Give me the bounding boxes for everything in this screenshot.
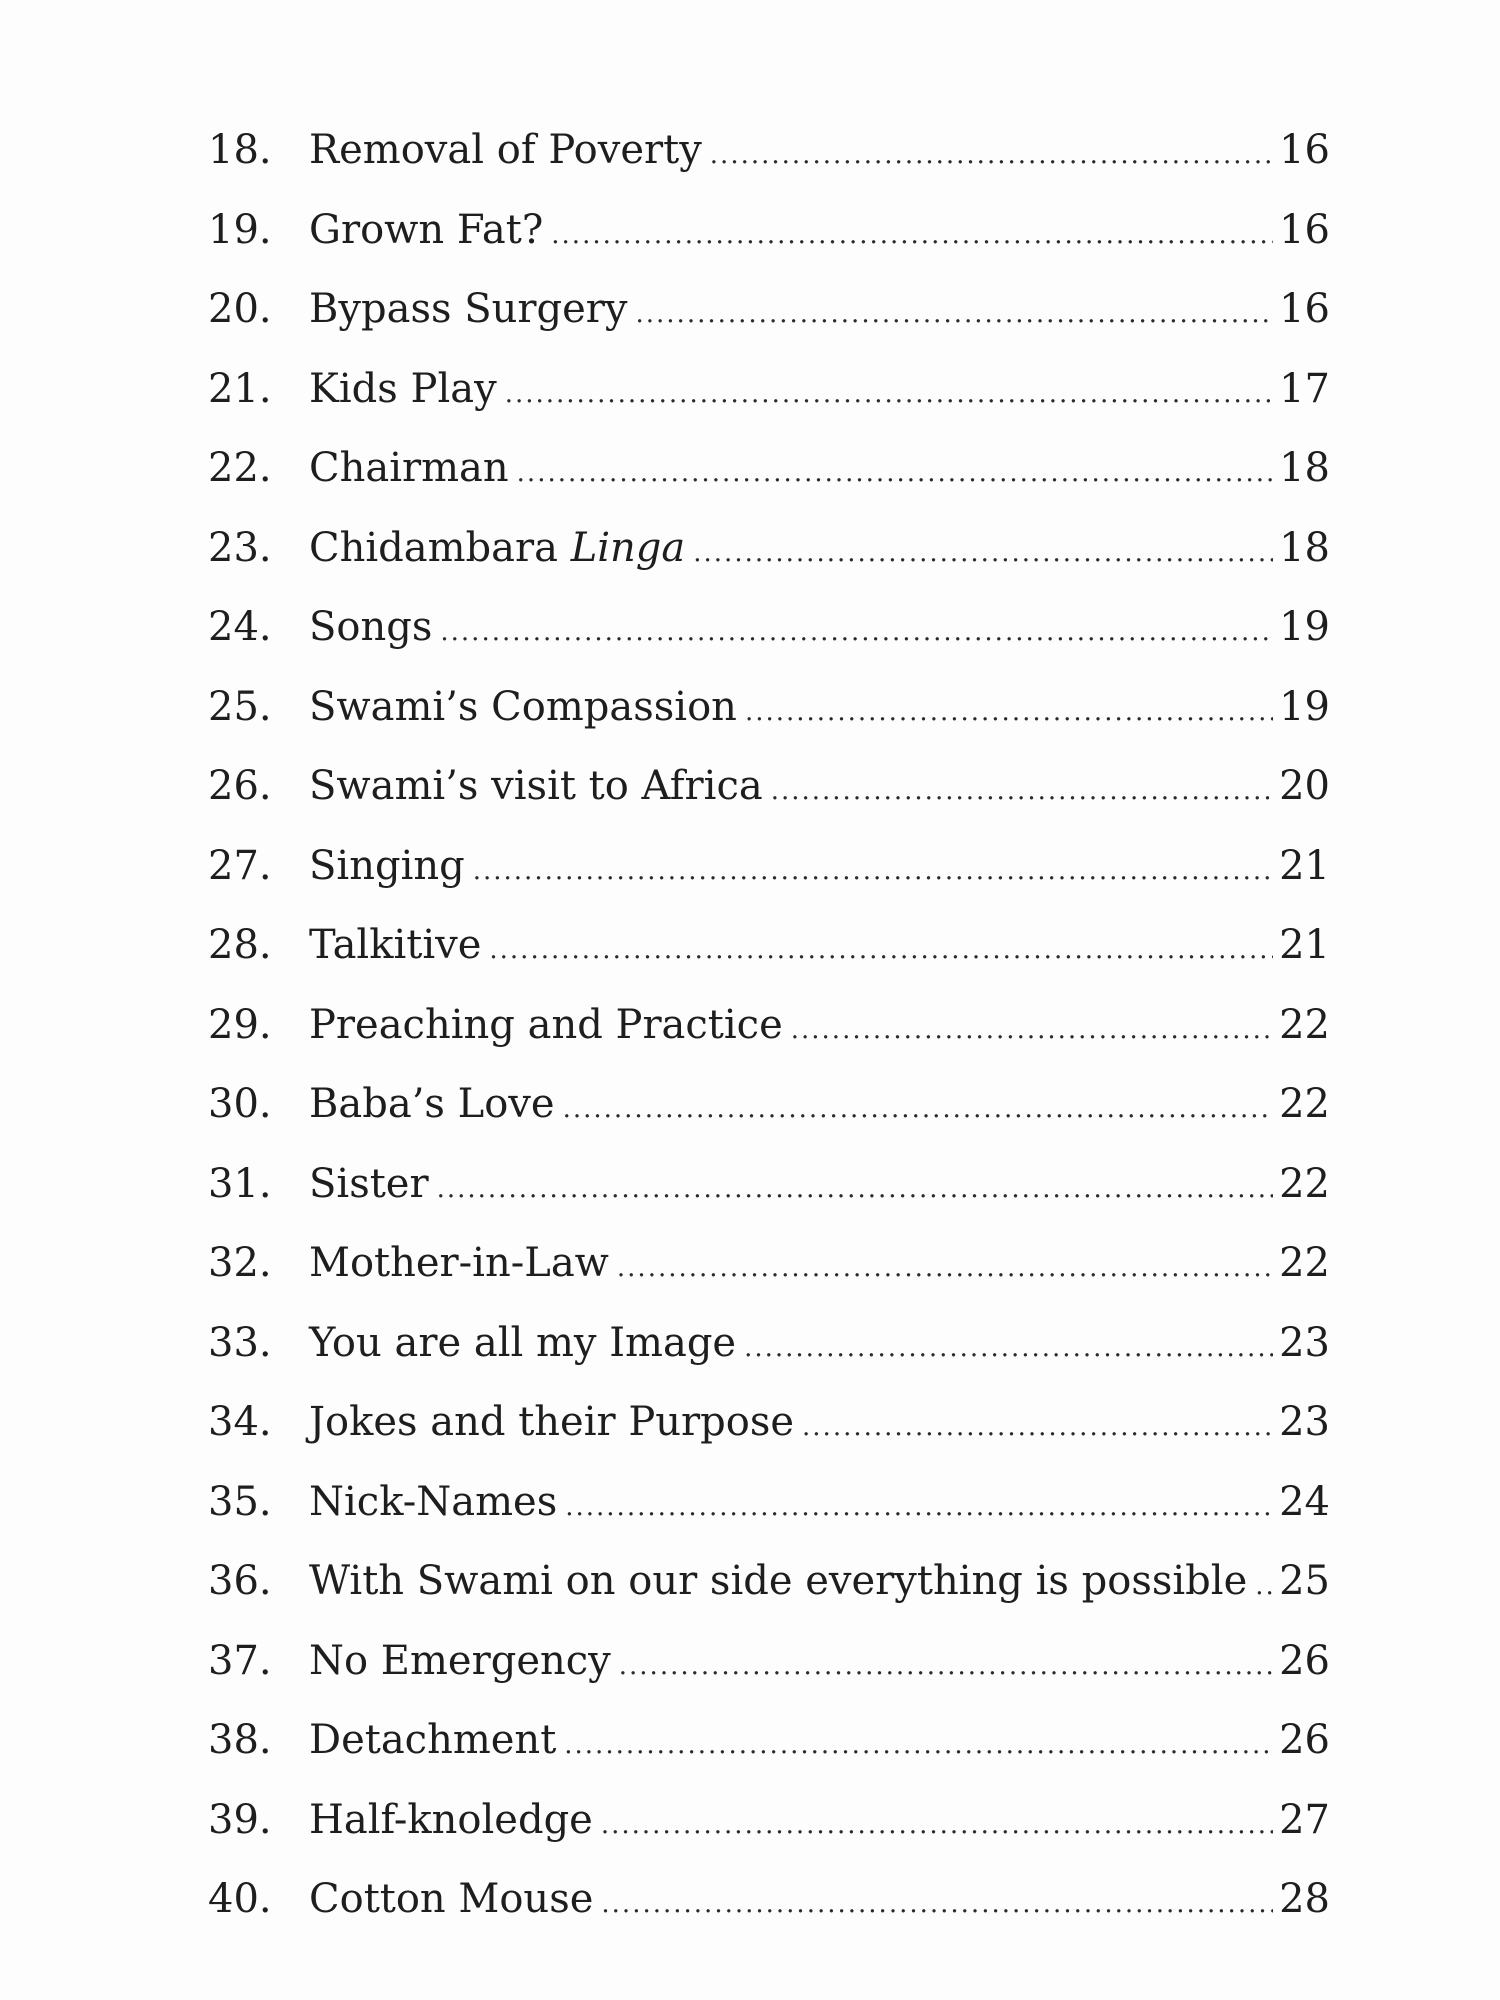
toc-entry-title-text: Swami’s Compassion [309,683,737,730]
dot-leader [437,1176,1274,1202]
toc-entry-number: 26. [208,763,272,809]
toc-entry-title [309,1081,563,1127]
dot-leader [601,1812,1273,1838]
toc-entry-page-number: 16 [1279,127,1330,173]
toc-entry-title [309,604,440,650]
toc-entry-title [309,524,693,571]
toc-entry [208,604,1330,687]
toc-entry-title [309,445,517,491]
toc-entry-page-number: 26 [1279,1637,1330,1684]
toc-entry [208,365,1330,449]
dot-leader [564,1732,1273,1758]
toc-entry [208,286,1330,369]
toc-entry-title-text: Detachment [309,1717,557,1763]
toc-entry-title [309,1160,437,1207]
toc-entry-page-number: 20 [1279,763,1330,809]
toc-entry-title [309,365,505,412]
toc-entry-title [309,1399,802,1445]
toc-entry-number: 19. [208,206,272,253]
dot-leader [601,1891,1273,1917]
toc-entry [208,524,1330,608]
toc-entry-number: 20. [208,286,272,332]
toc-entry-title-text: Removal of Poverty [309,127,702,173]
toc-entry [208,1637,1330,1721]
dot-leader [1255,1573,1273,1599]
dot-leader [791,1017,1273,1043]
toc-entry-page-number: 18 [1279,445,1330,491]
dot-leader [693,540,1273,566]
toc-entry-number: 38. [208,1717,272,1763]
dot-leader [710,142,1273,168]
toc-entry [208,1240,1330,1323]
toc-entry-page-number: 18 [1279,524,1330,571]
dot-leader [473,858,1273,884]
toc-entry-title [309,206,551,253]
toc-entry-number: 28. [208,922,272,968]
toc-entry-title [309,1319,744,1366]
toc-entry-title-text: Grown Fat? [309,206,544,253]
toc-entry [208,127,1330,210]
toc-entry-title-text: Sister [309,1160,429,1207]
toc-entry-page-number: 19 [1279,683,1330,730]
toc-entry-title [309,1717,564,1763]
toc-entry-page-number: 22 [1279,1081,1330,1127]
toc-entry [208,1876,1330,1959]
toc-entry-number: 22. [208,445,272,491]
toc-entry [208,842,1330,926]
toc-entry [208,445,1330,528]
toc-entry-number: 31. [208,1160,272,1207]
toc-entry-number: 34. [208,1399,272,1445]
toc-entry-title-text: Half-knoledge [309,1796,593,1843]
toc-entry-page-number: 25 [1279,1558,1330,1604]
toc-entry-title-text: With Swami on our side everything is possible [309,1558,1248,1604]
toc-entry-number: 30. [208,1081,272,1127]
toc-entry-page-number: 23 [1279,1319,1330,1366]
toc-entry-title-text: Chairman [309,445,509,491]
toc-entry [208,206,1330,290]
toc-entry-title-text: Jokes and their Purpose [309,1399,795,1445]
toc-entry-title [309,127,710,173]
toc-entry [208,1160,1330,1244]
toc-entry-number: 32. [208,1240,272,1286]
toc-entry-number: 25. [208,683,272,730]
table-of-contents [208,127,1330,1959]
toc-entry-page-number: 23 [1279,1399,1330,1445]
dot-leader [802,1414,1273,1440]
toc-entry-title [309,1001,791,1048]
toc-entry-page-number: 27 [1279,1796,1330,1843]
toc-entry-number: 27. [208,842,272,889]
toc-entry-number: 33. [208,1319,272,1366]
toc-entry-title-text: You are all my Image [309,1319,737,1366]
toc-entry-page-number: 26 [1279,1717,1330,1763]
toc-entry-title [309,1637,619,1684]
toc-entry-number: 24. [208,604,272,650]
toc-entry-title-text: Singing [309,842,465,889]
toc-entry-page-number: 21 [1279,842,1330,889]
toc-entry-title-text: Mother-in-Law [309,1240,609,1286]
dot-leader [551,222,1273,248]
toc-entry-page-number: 22 [1279,1160,1330,1207]
toc-entry [208,1558,1330,1641]
toc-entry-title [309,842,473,889]
toc-entry-number: 35. [208,1478,272,1525]
toc-entry-title-text: Songs [309,604,433,650]
toc-entry-title-text: Kids Play [309,365,497,412]
toc-entry-page-number: 21 [1279,922,1330,968]
toc-entry-number: 36. [208,1558,272,1604]
toc-entry-title-text: Talkitive [309,922,482,968]
toc-entry-page-number: 22 [1279,1240,1330,1286]
dot-leader [617,1255,1273,1281]
toc-entry-page-number: 19 [1279,604,1330,650]
toc-entry-title-text: Nick-Names [309,1478,558,1525]
dot-leader [517,460,1273,486]
toc-entry-title [309,1876,601,1922]
toc-entry-number: 21. [208,365,272,412]
toc-entry [208,1399,1330,1482]
toc-entry-title-text: Bypass Surgery [309,286,628,332]
toc-entry-number: 37. [208,1637,272,1684]
dot-leader [489,937,1273,963]
toc-entry-title [309,763,771,809]
dot-leader [440,619,1273,645]
toc-entry [208,1717,1330,1800]
dot-leader [505,381,1273,407]
toc-entry [208,1319,1330,1403]
dot-leader [565,1494,1273,1520]
toc-entry-title-text: No Emergency [309,1637,611,1684]
toc-entry [208,922,1330,1005]
toc-entry-title [309,286,636,332]
toc-entry [208,1081,1330,1164]
toc-entry-page-number: 24 [1279,1478,1330,1525]
toc-entry-title [309,1558,1255,1604]
toc-entry-page-number: 28 [1279,1876,1330,1922]
toc-entry-page-number: 17 [1279,365,1330,412]
toc-entry-number: 29. [208,1001,272,1048]
toc-entry [208,1001,1330,1085]
toc-entry [208,1796,1330,1880]
toc-entry-title [309,1796,601,1843]
toc-entry-title-text: Cotton Mouse [309,1876,594,1922]
toc-entry-title-text: Chidambara [309,524,558,571]
toc-entry-title [309,1240,617,1286]
toc-entry [208,763,1330,846]
dot-leader [619,1653,1273,1679]
toc-entry-number: 39. [208,1796,272,1843]
toc-entry-title [309,683,745,730]
toc-entry-title-text: Baba’s Love [309,1081,555,1127]
toc-entry-page-number: 16 [1279,206,1330,253]
toc-entry [208,683,1330,767]
dot-leader [771,778,1273,804]
toc-entry-number: 18. [208,127,272,173]
toc-entry-title-italic: Linga [570,524,686,571]
dot-leader [636,301,1274,327]
toc-entry-page-number: 22 [1279,1001,1330,1048]
toc-entry-title-text: Preaching and Practice [309,1001,783,1048]
dot-leader [744,1335,1273,1361]
toc-entry-number: 40. [208,1876,272,1922]
toc-entry-title-text: Swami’s visit to Africa [309,763,763,809]
dot-leader [563,1096,1274,1122]
toc-entry-number: 23. [208,524,272,571]
toc-entry [208,1478,1330,1562]
dot-leader [745,699,1273,725]
toc-entry-title [309,1478,565,1525]
toc-entry-page-number: 16 [1279,286,1330,332]
toc-entry-title [309,922,489,968]
